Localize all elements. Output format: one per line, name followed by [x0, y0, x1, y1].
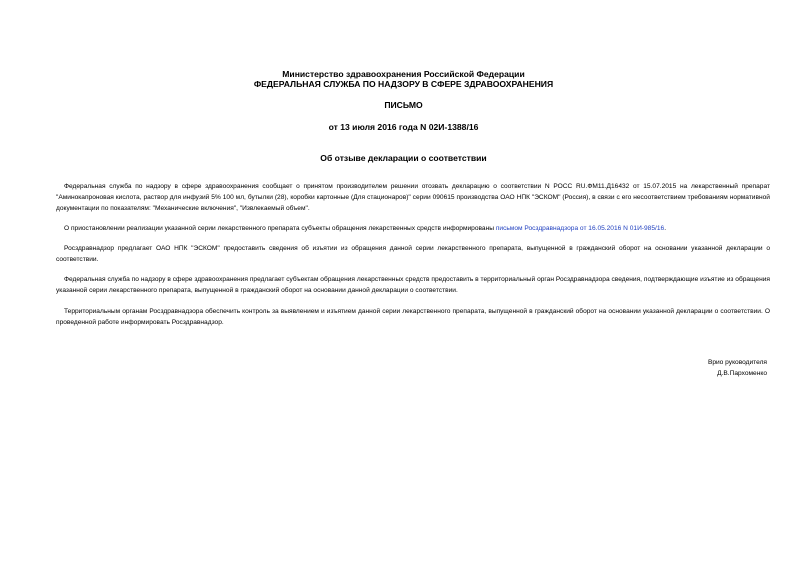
paragraph-1: Федеральная служба по надзору в сфере здравоохранения сообщает о принятом производителем решении отозвать декларацию о соответствии N РОСС RU.ФМ11.Д16432 от 15.07.2015 на лекарственный препарат "Аминокапроновая кислота, раствор для инфузий 5% 100 мл, бутылки (28), коробки картонные (Для стационаров)" серии 090615 производства ОАО НПК "ЭСКОМ" (Россия), в связи с его несоответствием требованиям нормативной документации по показателям: "Механические включения", "Извлекаемый объем".: [56, 183, 770, 212]
signature-block: [708, 357, 767, 379]
ministry-name: Министерство здравоохранения Российской Федерации: [282, 69, 525, 79]
paragraph-2: [56, 223, 770, 234]
signatory-position: Врио руководителя: [707, 359, 767, 366]
document-type: ПИСЬМО: [384, 100, 423, 110]
paragraph-2-end: .: [664, 225, 667, 232]
document-subject: Об отзыве декларации о соответствии: [320, 153, 487, 163]
reference-letter-link[interactable]: письмом Росздравнадзора от 16.05.2016 N 01И-985/16: [495, 225, 665, 232]
signatory-name: Д.В.Пархоменко: [717, 370, 767, 377]
service-name: ФЕДЕРАЛЬНАЯ СЛУЖБА ПО НАДЗОРУ В СФЕРЕ ЗДРАВООХРАНЕНИЯ: [253, 79, 554, 89]
paragraph-3: Росздравнадзор предлагает ОАО НПК "ЭСКОМ" предоставить сведения об изъятии из обращения данной серии лекарственного препарата, выпущенной в гражданский оборот на основании указанной декларации о соответствии.: [56, 245, 770, 263]
paragraph-2-text: О приостановлении реализации указанной серии лекарственного препарата субъекты обращения лекарственных средств информированы: [64, 225, 496, 232]
paragraph-4: Федеральная служба по надзору в сфере здравоохранения предлагает субъектам обращения лекарственных средств предоставить в территориальный орган Росздравнадзора сведения, подтверждающие изъятие из обращения указанной серии лекарственного препарата, выпущенной в гражданский оборот на основании данной декларации о соответствии.: [56, 276, 770, 294]
letter-heading: [0, 69, 807, 89]
paragraph-5: Территориальным органам Росздравнадзора обеспечить контроль за выявлением и изъятием данной серии лекарственного препарата, выпущенной в гражданский оборот на основании указанной декларации о соответствии. О проведенной работе информировать Росздравнадзор.: [56, 308, 770, 326]
document-date-number: от 13 июля 2016 года N 02И-1388/16: [328, 122, 479, 132]
